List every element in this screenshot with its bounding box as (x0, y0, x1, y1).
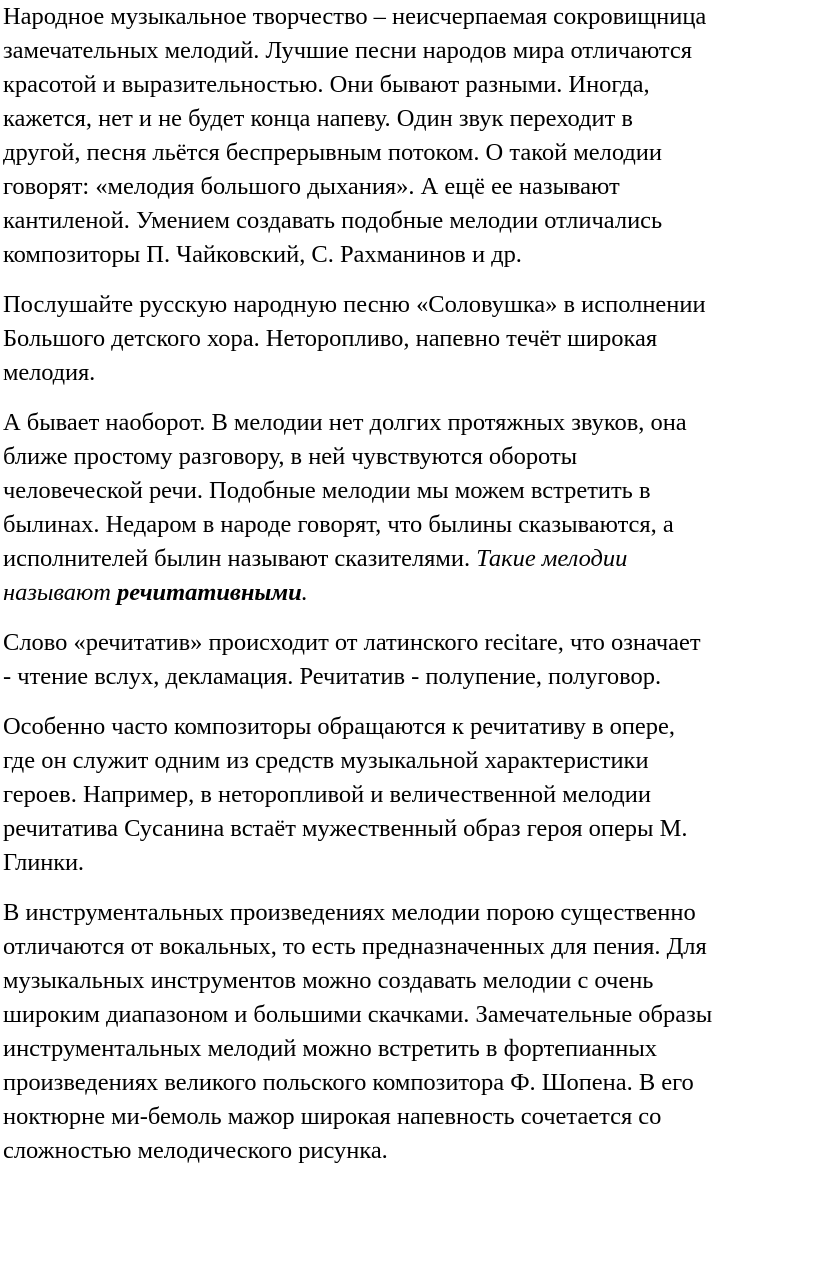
text-line: человеческой речи. Подобные мелодии мы можем встретить в (3, 477, 651, 504)
text-line: речитатива Сусанина встаёт мужественный образ героя оперы М. (3, 815, 688, 842)
text-line: Послушайте русскую народную песню «Соловушка» в исполнении (3, 291, 706, 318)
paragraph-recitative-melodies (3, 406, 814, 610)
paragraph-solovushka (3, 288, 814, 390)
text-line: сложностью мелодического рисунка. (3, 1137, 388, 1164)
text-line: композиторы П. Чайковский, С. Рахманинов и др. (3, 241, 522, 268)
text-line: где он служит одним из средств музыкальной характеристики (3, 747, 649, 774)
text-line: Глинки. (3, 849, 84, 876)
text-line: красотой и выразительностью. Они бывают разными. Иногда, (3, 71, 650, 98)
text-line: говорят: «мелодия большого дыхания». А ещё ее называют (3, 173, 620, 200)
paragraph-recitare (3, 626, 814, 694)
text-line: кажется, нет и не будет конца напеву. Один звук переходит в (3, 105, 633, 132)
text-line: инструментальных мелодий можно встретить в фортепианных (3, 1035, 658, 1062)
text-line: А бывает наоборот. В мелодии нет долгих протяжных звуков, она (3, 409, 687, 436)
text-line: Народное музыкальное творчество – неисчерпаемая сокровищница (3, 3, 707, 30)
text-line: - чтение вслух, декламация. Речитатив - полупение, полуговор. (3, 663, 662, 690)
text-line: кантиленой. Умением создавать подобные мелодии отличались (3, 207, 663, 234)
text-italic: . (301, 579, 308, 606)
text-line (3, 542, 814, 576)
text-line: замечательных мелодий. Лучшие песни народов мира отличаются (3, 37, 693, 64)
text-line: мелодия. (3, 359, 96, 386)
paragraph-instrumental (3, 896, 814, 1168)
text-line: Особенно часто композиторы обращаются к речитативу в опере, (3, 713, 675, 740)
text-line: В инструментальных произведениях мелодии порою существенно (3, 899, 696, 926)
text-plain: исполнителей былин называют сказителями. (3, 545, 477, 572)
text-line: героев. Например, в неторопливой и величественной мелодии (3, 781, 651, 808)
text-line: широким диапазоном и большими скачками. Замечательные образы (3, 1001, 713, 1028)
text-italic: называют (3, 579, 117, 606)
term-recitative: речитативными (116, 579, 302, 606)
text-line: былинах. Недаром в народе говорят, что былины сказываются, а (3, 511, 674, 538)
text-line: произведениях великого польского композитора Ф. Шопена. В его (3, 1069, 694, 1096)
text-line: другой, песня льётся беспрерывным потоком. О такой мелодии (3, 139, 662, 166)
text-line (3, 576, 814, 610)
text-line: ближе простому разговору, в ней чувствуются обороты (3, 443, 578, 470)
text-line: музыкальных инструментов можно создавать мелодии с очень (3, 967, 654, 994)
text-line: отличаются от вокальных, то есть предназначенных для пения. Для (3, 933, 707, 960)
text-line: ноктюрне ми-бемоль мажор широкая напевность сочетается со (3, 1103, 662, 1130)
paragraph-folk-music (3, 0, 814, 272)
paragraph-opera (3, 710, 814, 880)
text-line: Слово «речитатив» происходит от латинского recitare, что означает (3, 629, 701, 656)
text-italic: Такие мелодии (476, 545, 628, 572)
text-line: Большого детского хора. Неторопливо, напевно течёт широкая (3, 325, 658, 352)
